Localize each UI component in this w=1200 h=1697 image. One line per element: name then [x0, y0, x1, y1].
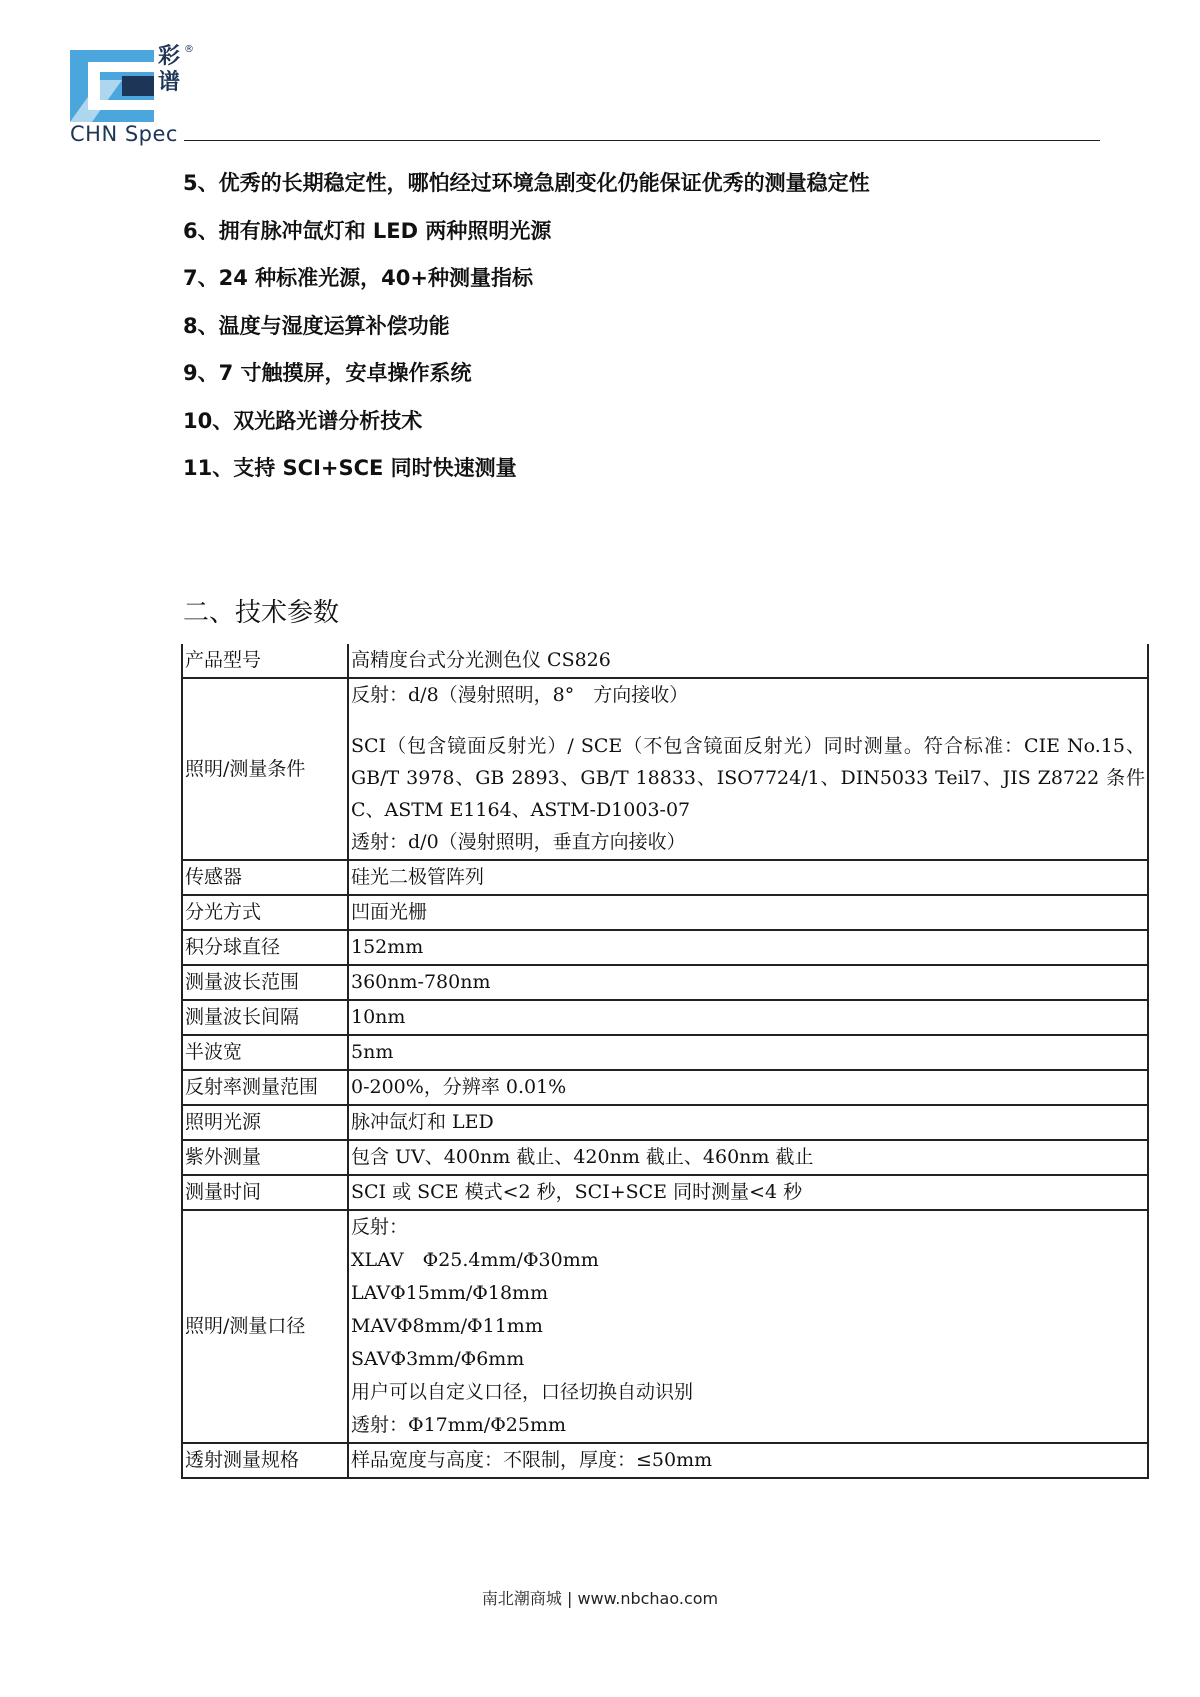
- feature-item: 9、7 寸触摸屏，安卓操作系统: [183, 361, 472, 385]
- registered-mark: ®: [184, 44, 194, 55]
- spec-label: 照明光源: [182, 1105, 348, 1140]
- table-row: [182, 1210, 1148, 1443]
- feature-list: [183, 168, 870, 501]
- spec-label: 分光方式: [182, 895, 348, 930]
- section-title: 二、技术参数: [183, 598, 340, 628]
- aperture-line: MAVΦ8mm/Φ11mm: [351, 1315, 543, 1337]
- logo-english-text: CHN Spec: [70, 122, 178, 146]
- spec-value: 包含 UV、400nm 截止、420nm 截止、460nm 截止: [348, 1140, 1148, 1175]
- spec-value: 152mm: [348, 930, 1148, 965]
- spec-value: 5nm: [348, 1035, 1148, 1070]
- feature-item: 5、优秀的长期稳定性，哪怕经过环境急剧变化仍能保证优秀的测量稳定性: [183, 171, 870, 195]
- table-row: [182, 678, 1148, 860]
- aperture-line: 用户可以自定义口径，口径切换自动识别: [351, 1381, 694, 1403]
- table-row: [182, 965, 1148, 1000]
- feature-item: 11、支持 SCI+SCE 同时快速测量: [183, 456, 517, 480]
- table-row: [182, 860, 1148, 895]
- spec-value: 样品宽度与高度：不限制，厚度：≤50mm: [348, 1443, 1148, 1478]
- spec-value: 硅光二极管阵列: [348, 860, 1148, 895]
- spec-value-aperture: [348, 1210, 1148, 1443]
- table-row: [182, 1070, 1148, 1105]
- page-footer: 南北潮商城 | www.nbchao.com: [481, 1589, 719, 1608]
- feature-item: 6、拥有脉冲氙灯和 LED 两种照明光源: [183, 218, 552, 243]
- spec-label: 测量时间: [182, 1175, 348, 1210]
- table-row: [182, 1140, 1148, 1175]
- aperture-line: 反射：: [351, 1216, 409, 1238]
- aperture-line: SAVΦ3mm/Φ6mm: [351, 1348, 525, 1370]
- aperture-line: LAVΦ15mm/Φ18mm: [351, 1282, 549, 1304]
- logo-chinese-text: 彩谱: [158, 44, 181, 95]
- spec-value: 360nm-780nm: [348, 965, 1148, 1000]
- table-row: [182, 895, 1148, 930]
- table-row: [182, 1105, 1148, 1140]
- spec-value: 10nm: [348, 1000, 1148, 1035]
- spec-table: [181, 644, 1149, 1479]
- spec-value-illumination: [348, 678, 1148, 860]
- spec-label: 照明/测量条件: [182, 678, 348, 860]
- spec-label: 传感器: [182, 860, 348, 895]
- spec-label: 反射率测量范围: [182, 1070, 348, 1105]
- spec-label: 测量波长范围: [182, 965, 348, 1000]
- table-row: [182, 1175, 1148, 1210]
- spec-label: 积分球直径: [182, 930, 348, 965]
- feature-item: 8、温度与湿度运算补偿功能: [183, 313, 450, 338]
- spec-value: 脉冲氙灯和 LED: [348, 1105, 1148, 1140]
- spec-value: 高精度台式分光测色仪 CS826: [348, 644, 1148, 678]
- table-row: [182, 930, 1148, 965]
- feature-item: 10、双光路光谱分析技术: [183, 408, 423, 433]
- spec-value: SCI 或 SCE 模式<2 秒，SCI+SCE 同时测量<4 秒: [348, 1175, 1148, 1210]
- company-logo: [70, 44, 194, 146]
- illumination-transmit: 透射：d/0（漫射照明，垂直方向接收）: [351, 831, 686, 853]
- feature-item: 7、24 种标准光源，40+种测量指标: [183, 266, 533, 290]
- spec-label: 照明/测量口径: [182, 1210, 348, 1443]
- table-row: [182, 1035, 1148, 1070]
- chn-spec-logo-icon: [70, 50, 154, 122]
- table-row: [182, 1443, 1148, 1478]
- spec-value: 凹面光栅: [348, 895, 1148, 930]
- spec-label: 测量波长间隔: [182, 1000, 348, 1035]
- spec-label: 半波宽: [182, 1035, 348, 1070]
- header-divider: [184, 140, 1100, 141]
- illumination-standards: SCI（包含镜面反射光）/ SCE（不包含镜面反射光）同时测量。符合标准：CIE No.15、GB/T 3978、GB 2893、GB/T 18833、ISO7724/1、DIN5033 Teil7、JIS Z8722 条件 C、ASTM E1164、ASTM-D1003-07: [351, 735, 1145, 821]
- table-row: [182, 644, 1148, 678]
- aperture-line: XLAV Φ25.4mm/Φ30mm: [351, 1249, 599, 1271]
- spec-value: 0-200%，分辨率 0.01%: [348, 1070, 1148, 1105]
- table-row: [182, 1000, 1148, 1035]
- spec-label: 产品型号: [182, 644, 348, 678]
- spec-label: 紫外测量: [182, 1140, 348, 1175]
- spec-label: 透射测量规格: [182, 1443, 348, 1478]
- illumination-reflect: 反射：d/8（漫射照明，8° 方向接收）: [351, 684, 689, 706]
- aperture-line: 透射：Φ17mm/Φ25mm: [351, 1414, 566, 1436]
